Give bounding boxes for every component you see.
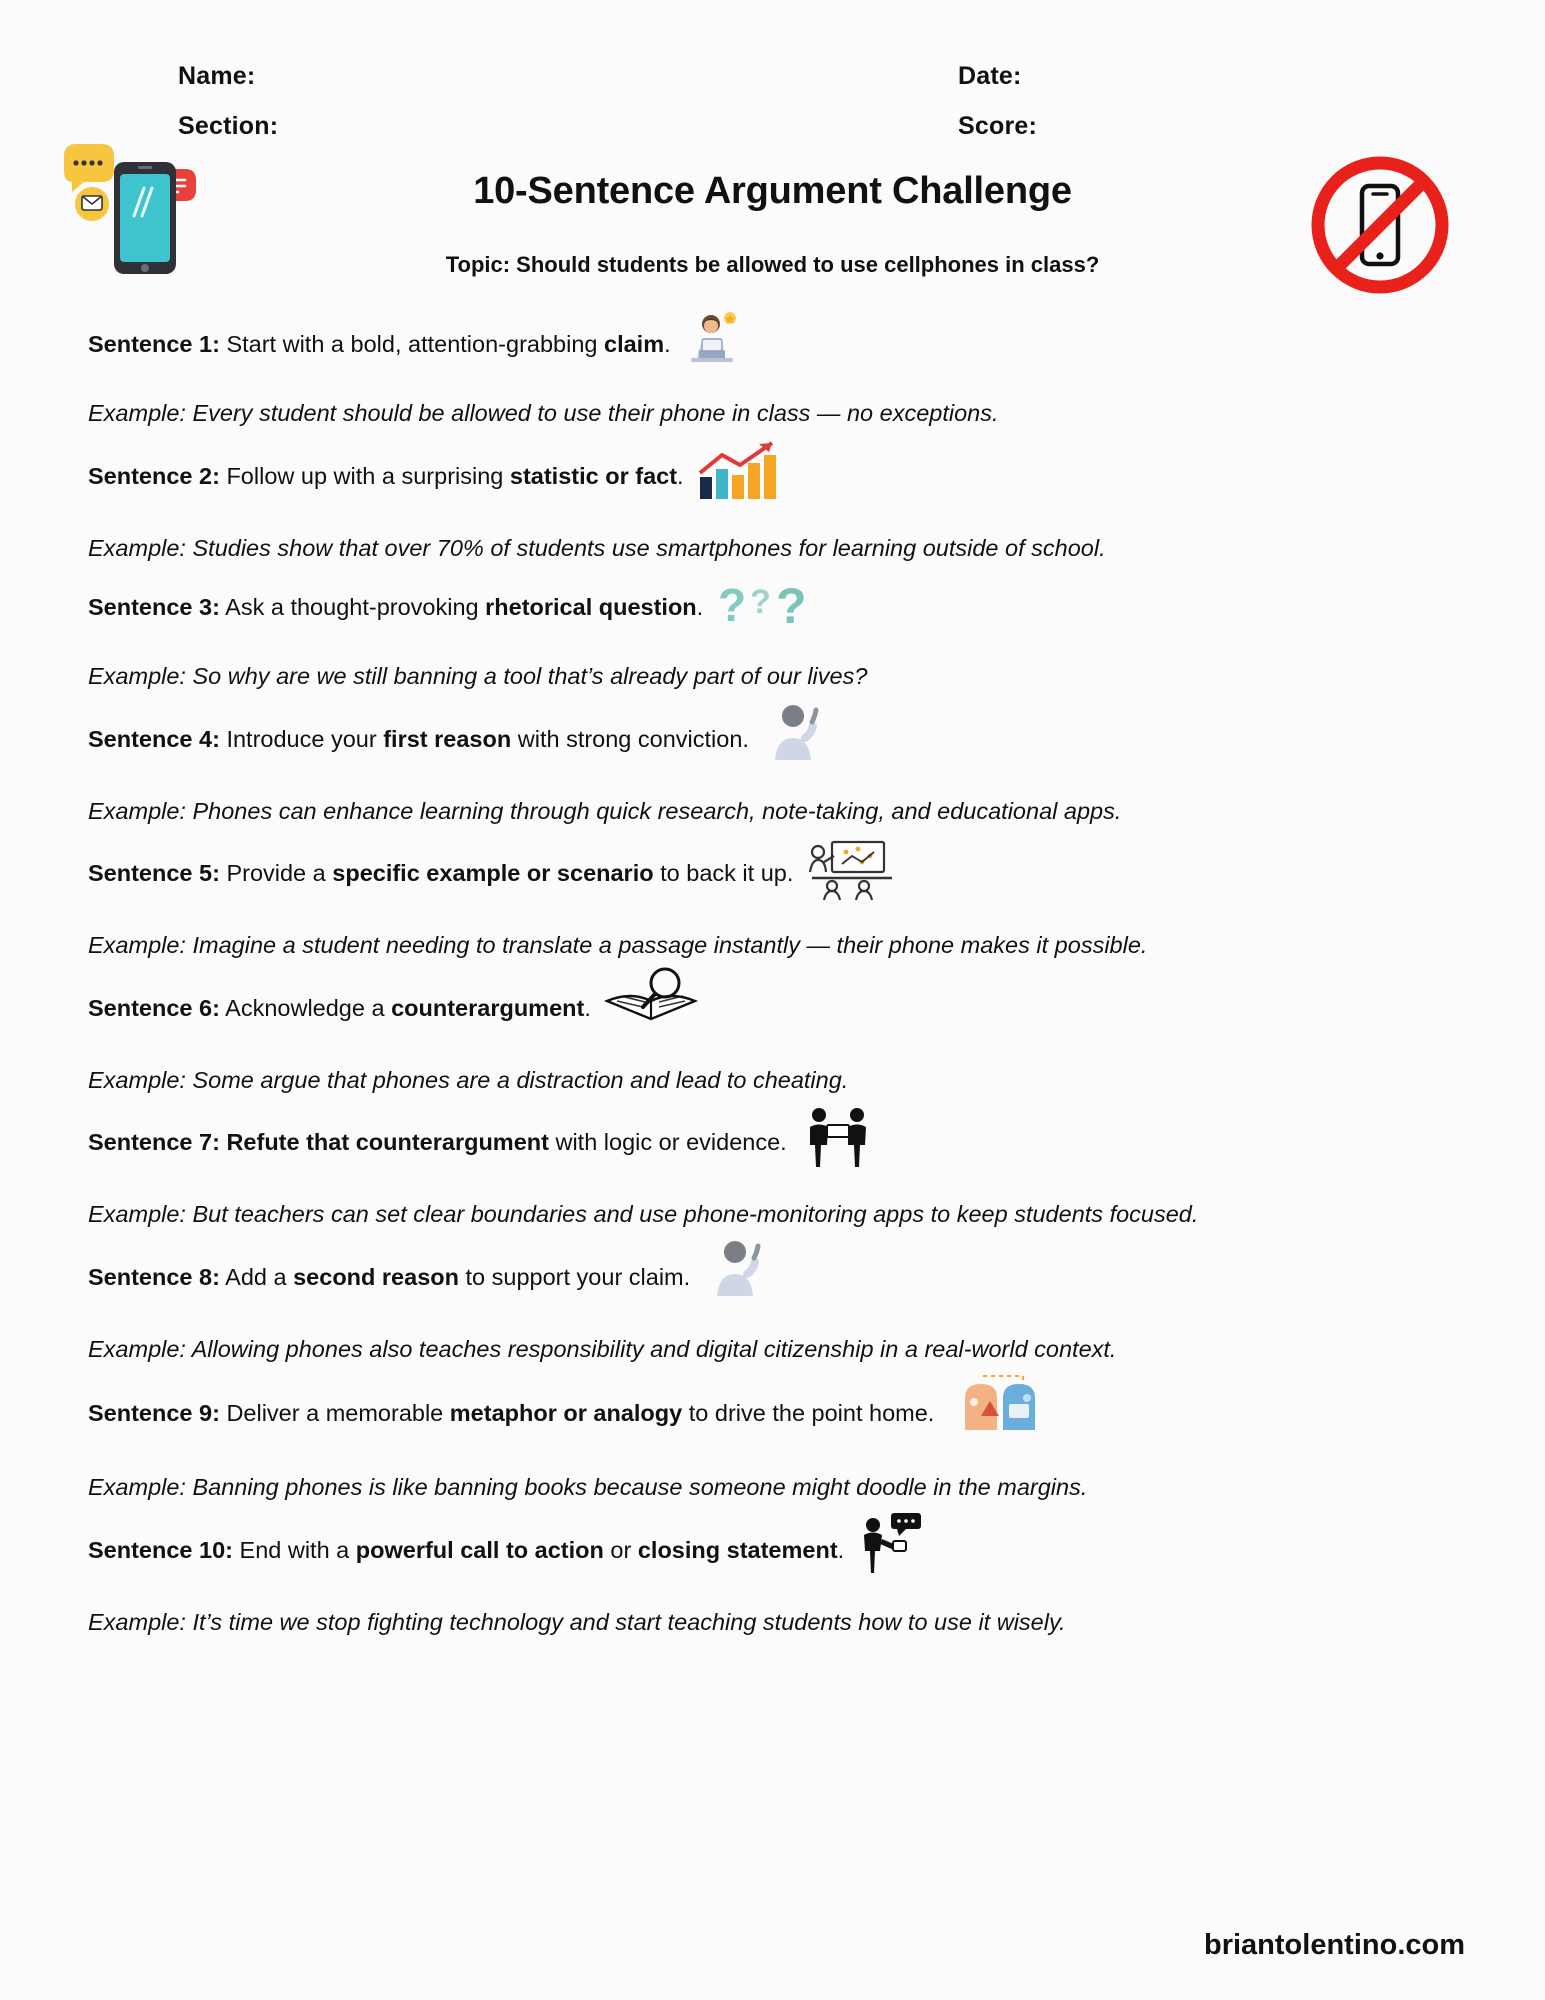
sentence-keyword-2: closing statement (637, 1537, 838, 1564)
person-pointing-up-icon (703, 1238, 777, 1300)
open-book-magnifier-icon (603, 967, 709, 1029)
sentence-text-after: to back it up. (653, 860, 794, 887)
example-line-6: Example: Some argue that phones are a distraction and lead to cheating. (88, 1066, 849, 1093)
footer-site: briantolentino.com (1204, 1929, 1465, 1961)
list-item (88, 826, 1468, 961)
sentence-label: Sentence 7: (88, 1129, 220, 1156)
example-line-7: Example: But teachers can set clear boundaries and use phone-monitoring apps to keep students focused. (88, 1201, 1199, 1228)
sentence-list (88, 300, 1468, 1637)
section-label: Section: (178, 112, 279, 140)
header-fields (0, 62, 1545, 162)
svg-text:?: ? (749, 583, 771, 622)
example-line-8: Example: Allowing phones also teaches responsibility and digital citizenship in a real-world context. (88, 1335, 1117, 1362)
list-item (88, 961, 1468, 1096)
classroom-presentation-icon (806, 838, 896, 900)
example-line-3: Example: So why are we still banning a tool that’s already part of our lives? (88, 663, 868, 690)
sentence-text-before: Acknowledge a (219, 994, 392, 1021)
sentence-text-after-2: . (837, 1537, 845, 1564)
sentence-text-after: to drive the point home. (682, 1400, 935, 1427)
name-label: Name: (178, 62, 256, 90)
person-pointing-up-icon (761, 702, 835, 764)
example-line-10: Example: It’s time we stop fighting technology and start teaching students how to use it wisely. (88, 1608, 1066, 1635)
sentence-label: Sentence 10: (88, 1537, 233, 1564)
list-item (88, 1364, 1468, 1503)
sentence-text-before: Introduce your (219, 725, 384, 752)
svg-text:?: ? (717, 579, 746, 632)
sentence-line-8 (88, 1230, 1468, 1310)
sentence-text-before: Ask a thought-provoking (219, 594, 486, 621)
score-label: Score: (958, 112, 1038, 140)
sentence-text-middle: or (603, 1537, 638, 1564)
sentence-text-after: . (696, 594, 704, 621)
example-line-9: Example: Banning phones is like banning books because someone might doodle in the margins. (88, 1474, 1088, 1501)
sentence-keyword: first reason (383, 725, 512, 752)
question-marks-icon (716, 577, 834, 633)
sentence-keyword: statistic or fact (509, 462, 678, 489)
svg-text:?: ? (775, 578, 807, 635)
sentence-label: Sentence 9: (88, 1400, 220, 1427)
two-people-debating-icon (799, 1105, 883, 1167)
sentence-text-after: . (677, 462, 684, 489)
date-label: Date: (958, 62, 1022, 90)
sentence-label: Sentence 4: (88, 725, 220, 752)
sentence-text-after: with strong conviction. (511, 725, 749, 752)
sentence-text-before: Deliver a memorable (219, 1400, 450, 1427)
sentence-line-2 (88, 429, 1468, 509)
list-item (88, 563, 1468, 692)
sentence-text-after: . (584, 994, 591, 1021)
sentence-keyword: second reason (293, 1264, 459, 1291)
sentence-label: Sentence 2: (88, 462, 220, 489)
list-item (88, 692, 1468, 827)
sentence-line-10 (88, 1503, 1468, 1583)
list-item (88, 1230, 1468, 1365)
sentence-label: Sentence 1: (88, 331, 220, 358)
sentence-label: Sentence 8: (88, 1264, 220, 1291)
sentence-label: Sentence 6: (88, 994, 220, 1021)
two-heads-shapes-icon (947, 1372, 1059, 1438)
sentence-line-1 (88, 300, 1468, 374)
list-item (88, 1503, 1468, 1638)
sentence-text-before: Add a (219, 1264, 294, 1291)
sentence-text-after: with logic or evidence. (548, 1129, 787, 1156)
sentence-text-before: End with a (232, 1537, 356, 1564)
page-title: 10-Sentence Argument Challenge (473, 170, 1072, 212)
topic-line: Topic: Should students be allowed to use cellphones in class? (445, 252, 1100, 277)
example-line-5: Example: Imagine a student needing to translate a passage instantly — their phone makes it possible. (88, 932, 1148, 959)
list-item (88, 300, 1468, 429)
person-megaphone-speech-icon (857, 1511, 927, 1573)
sentence-text-before: Provide a (219, 860, 333, 887)
sentence-keyword: claim (604, 331, 665, 358)
sentence-line-3 (88, 563, 1468, 637)
sentence-keyword: specific example or scenario (332, 860, 654, 887)
list-item (88, 429, 1468, 564)
sentence-line-7 (88, 1095, 1468, 1175)
list-item (88, 1095, 1468, 1230)
sentence-line-5 (88, 826, 1468, 906)
bar-chart-growth-icon (696, 441, 782, 503)
sentence-keyword: counterargument (391, 994, 585, 1021)
sentence-text-after: to support your claim. (458, 1264, 691, 1291)
example-line-2: Example: Studies show that over 70% of students use smartphones for learning outside of school. (88, 534, 1106, 561)
sentence-line-6 (88, 961, 1468, 1041)
sentence-text-before: Start with a bold, attention-grabbing (219, 331, 604, 358)
sentence-text-after: . (664, 331, 671, 358)
sentence-keyword: powerful call to action (355, 1537, 604, 1564)
sentence-keyword: Refute that counterargument (226, 1129, 549, 1156)
example-line-1: Example: Every student should be allowed to use their phone in class — no exceptions. (88, 400, 999, 426)
sentence-keyword: metaphor or analogy (449, 1400, 683, 1427)
sentence-text-before: Follow up with a surprising (219, 462, 510, 489)
example-line-4: Example: Phones can enhance learning through quick research, note-taking, and educational apps. (88, 797, 1122, 824)
sentence-label: Sentence 5: (88, 860, 220, 887)
sentence-label: Sentence 3: (88, 594, 220, 621)
sentence-line-9 (88, 1364, 1468, 1448)
sentence-keyword: rhetorical question (485, 594, 697, 621)
student-with-laptop-icon (683, 310, 745, 366)
sentence-line-4 (88, 692, 1468, 772)
